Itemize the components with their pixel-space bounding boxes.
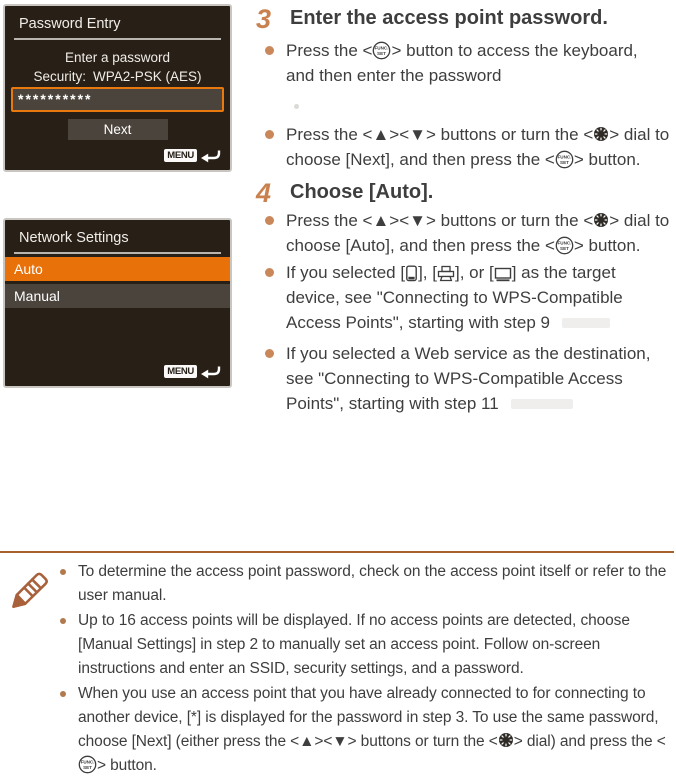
security-line (5, 69, 230, 84)
control-dial-icon (593, 212, 609, 228)
note-section (52, 560, 670, 779)
svg-text:FUNC.: FUNC. (557, 154, 572, 160)
note-bullet (52, 682, 670, 778)
title-divider (14, 252, 221, 254)
step-heading: Choose [Auto]. (290, 181, 434, 203)
smartphone-icon (405, 265, 418, 282)
password-prompt: Enter a password (64, 50, 171, 65)
note-text: Up to 16 access points will be displayed. If no access points are detected, choose [Manual Settings] in step 2 to manually set an access point. Follow on-screen instructions and enter an SSID, security settings, and a password. (78, 612, 630, 677)
note-bullet (52, 609, 670, 681)
camera-screen-password-entry (3, 4, 232, 172)
func-set-button-icon (555, 150, 574, 169)
password-field: ********** (11, 87, 224, 112)
step-heading: Enter the access point password. (290, 7, 608, 29)
note-pencil-icon (8, 560, 52, 624)
menu-badge: MENU (164, 149, 197, 162)
computer-icon (494, 267, 512, 282)
security-value: WPA2-PSK (AES) (93, 69, 202, 84)
camera-screen-network-settings (3, 218, 232, 388)
control-dial-icon (498, 732, 514, 748)
step-4-heading-row (256, 180, 672, 206)
instruction-column (256, 6, 672, 420)
bullet-icon (265, 268, 274, 277)
bullet-icon (265, 46, 274, 55)
menu-back-hint (164, 363, 222, 379)
instruction-bullet (256, 122, 672, 172)
instruction-text: Press the <▲><▼> buttons or turn the < > dial to choose [Next], and then press the < FUNC. SET > button. (286, 125, 670, 169)
step-number: 3 (256, 4, 272, 34)
svg-text:SET: SET (559, 160, 569, 166)
svg-text:FUNC.: FUNC. (80, 759, 95, 765)
instruction-bullet (256, 341, 672, 416)
step-4 (256, 180, 672, 416)
svg-text:FUNC.: FUNC. (374, 45, 389, 51)
step-3-heading-row (256, 6, 672, 32)
svg-text:SET: SET (559, 246, 569, 252)
instruction-text: If you selected a Web service as the destination, see "Connecting to WPS-Compatible Access Points", starting with step 11 (286, 344, 651, 413)
bullet-icon (265, 216, 274, 225)
screen-title: Password Entry (19, 16, 121, 32)
bullet-icon (265, 349, 274, 358)
note-text: To determine the access point password, check on the access point itself or refer to the user manual. (78, 563, 667, 604)
instruction-bullet (256, 38, 672, 88)
back-arrow-icon (200, 147, 222, 163)
menu-badge: MENU (164, 365, 197, 378)
next-button: Next (68, 119, 168, 140)
option-auto-selected: Auto (5, 257, 230, 281)
note-text: When you use an access point that you have already connected to for connecting to another device, [*] is displayed for the password in step 3. To use the same password, choose [Next] (either press the <▲><▼> buttons or turn the < > dial) and press the < FUNC. SET > button. (78, 685, 666, 774)
menu-back-hint (164, 147, 222, 163)
back-arrow-icon (200, 363, 222, 379)
security-label: Security: (33, 69, 86, 84)
func-set-button-icon (372, 41, 391, 60)
control-dial-icon (593, 126, 609, 142)
note-divider (0, 551, 674, 553)
instruction-bullet (256, 260, 672, 335)
erased-text-remnant (511, 399, 573, 409)
func-set-button-icon (78, 755, 97, 774)
screen-title: Network Settings (19, 230, 129, 246)
erased-dot (294, 104, 299, 109)
note-bullet (52, 560, 670, 608)
erased-text-remnant (562, 318, 610, 328)
printer-icon (437, 265, 455, 282)
erased-text-remnant (290, 92, 672, 122)
note-bullet-icon (60, 691, 66, 697)
step-3 (256, 6, 672, 172)
svg-text:SET: SET (377, 51, 387, 57)
title-divider (14, 38, 221, 40)
instruction-text: Press the <▲><▼> buttons or turn the < > dial to choose [Auto], and then press the < FUNC. SET > button. (286, 211, 670, 255)
instruction-bullet (256, 208, 672, 258)
instruction-text: Press the < FUNC. SET > button to access the keyboard, and then enter the password (286, 41, 638, 85)
option-manual: Manual (5, 284, 230, 308)
svg-text:SET: SET (83, 765, 92, 771)
func-set-button-icon (555, 236, 574, 255)
instruction-text: If you selected [ ], [ ], or [ ] as the target device, see "Connecting to WPS-Compatible Access Points", starting with step 9 (286, 263, 623, 332)
svg-text:FUNC.: FUNC. (557, 240, 572, 246)
step-number: 4 (256, 178, 272, 208)
note-bullet-icon (60, 569, 66, 575)
note-bullet-icon (60, 618, 66, 624)
bullet-icon (265, 130, 274, 139)
